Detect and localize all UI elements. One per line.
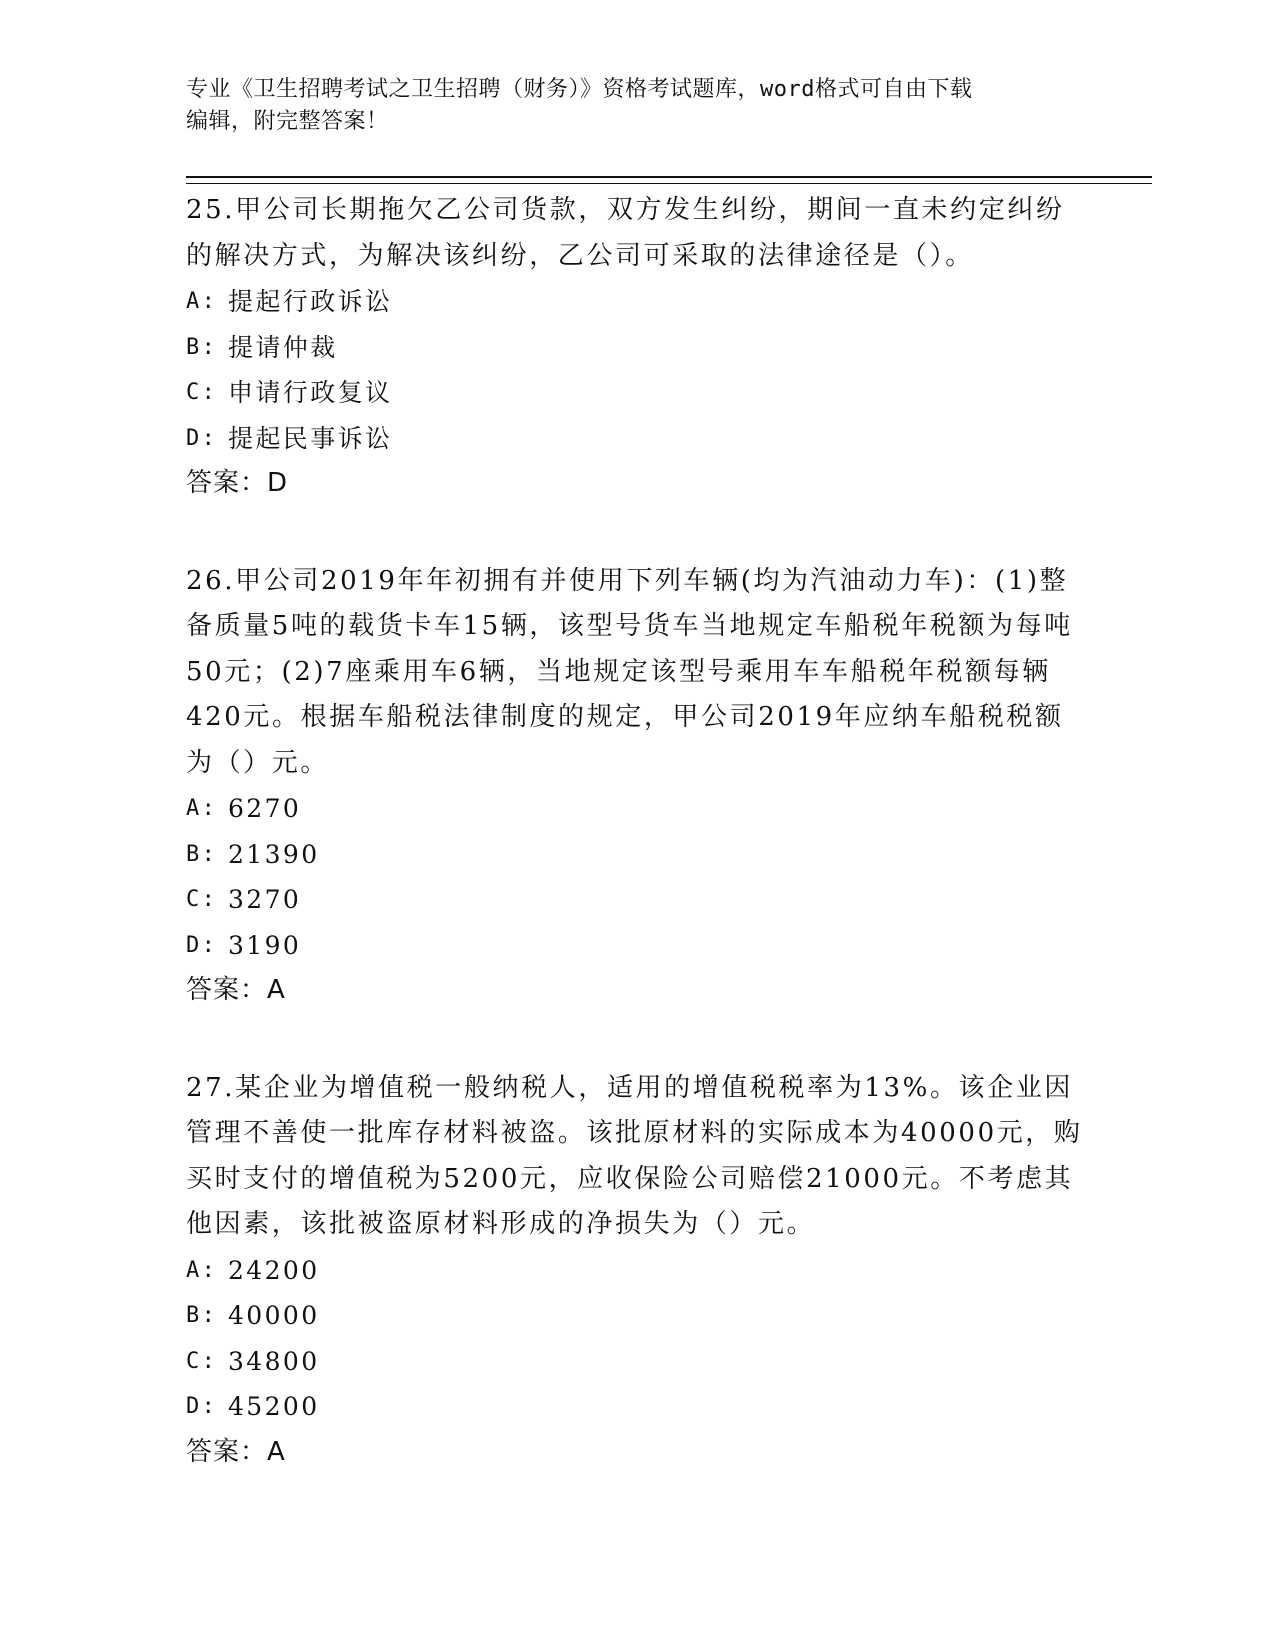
option-letter: B: [186, 334, 218, 360]
option-letter: A: [186, 289, 218, 314]
question-27 [186, 1066, 1086, 1476]
question-25 [186, 188, 1086, 507]
option-a [186, 786, 1086, 832]
option-b [186, 832, 1086, 878]
option-d [186, 416, 1086, 462]
option-text: 3190 [228, 930, 302, 960]
option-c [186, 370, 1086, 416]
header-divider-thick [186, 176, 1152, 178]
header-line-2: 编辑，附完整答案！ [186, 109, 389, 134]
option-letter: D: [186, 425, 218, 451]
question-26 [186, 559, 1086, 1014]
answer-line: 答案：A [186, 975, 286, 1005]
option-a [186, 279, 1086, 325]
option-letter: B: [186, 841, 218, 867]
option-list [186, 1248, 1086, 1430]
option-letter: C: [186, 380, 218, 405]
option-list [186, 279, 1086, 461]
question-stem: 26.甲公司2019年年初拥有并使用下列车辆(均为汽油动力车)：(1)整备质量5吨的载货卡车15辆，该型号货车当地规定车船税年税额为每吨50元；(2)7座乘用车6辆，当地规定该型号乘用车车船税年税额每辆420元。根据车船税法律制度的规定，甲公司2019年应纳车船税税额为（）元。 [186, 565, 1073, 778]
option-letter: D: [186, 1394, 218, 1419]
question-stem: 25.甲公司长期拖欠乙公司货款，双方发生纠纷，期间一直未约定纠纷的解决方式，为解决该纠纷，乙公司可采取的法律途径是（）。 [186, 195, 1065, 271]
option-text: 45200 [228, 1392, 320, 1421]
option-text: 34800 [228, 1346, 320, 1376]
option-list [186, 786, 1086, 968]
option-c [186, 1339, 1086, 1385]
option-text: 申请行政复议 [228, 378, 393, 407]
option-letter: C: [186, 887, 218, 912]
option-text: 提起行政诉讼 [228, 287, 393, 316]
option-text: 提起民事诉讼 [228, 423, 393, 453]
option-d [186, 923, 1086, 969]
answer-line: 答案：A [186, 1436, 286, 1467]
document-header [186, 74, 1086, 138]
question-stem: 27.某企业为增值税一般纳税人，适用的增值税税率为13%。该企业因管理不善使一批库存材料被盗。该批原材料的实际成本为40000元，购买时支付的增值税为5200元，应收保险公司赔偿21000元。不考虑其他因素，该批被盗原材料形成的净损失为（）元。 [186, 1072, 1083, 1239]
header-divider-thin [186, 183, 1152, 184]
option-text: 21390 [228, 839, 320, 869]
option-text: 提请仲裁 [228, 332, 338, 362]
option-a [186, 1248, 1086, 1294]
option-c [186, 877, 1086, 923]
question-list [186, 188, 1086, 1475]
option-text: 6270 [228, 794, 302, 823]
option-b [186, 325, 1086, 371]
option-d [186, 1384, 1086, 1430]
option-letter: A: [186, 796, 218, 821]
option-letter: B: [186, 1303, 218, 1328]
option-text: 40000 [228, 1301, 320, 1330]
option-letter: A: [186, 1257, 218, 1283]
answer-line: 答案：D [186, 468, 289, 498]
option-b [186, 1293, 1086, 1339]
header-line-1: 专业《卫生招聘考试之卫生招聘（财务）》资格考试题库，word格式可自由下载 [186, 77, 973, 102]
option-text: 3270 [228, 885, 302, 914]
option-text: 24200 [228, 1255, 320, 1285]
option-letter: D: [186, 932, 218, 958]
option-letter: C: [186, 1348, 218, 1374]
